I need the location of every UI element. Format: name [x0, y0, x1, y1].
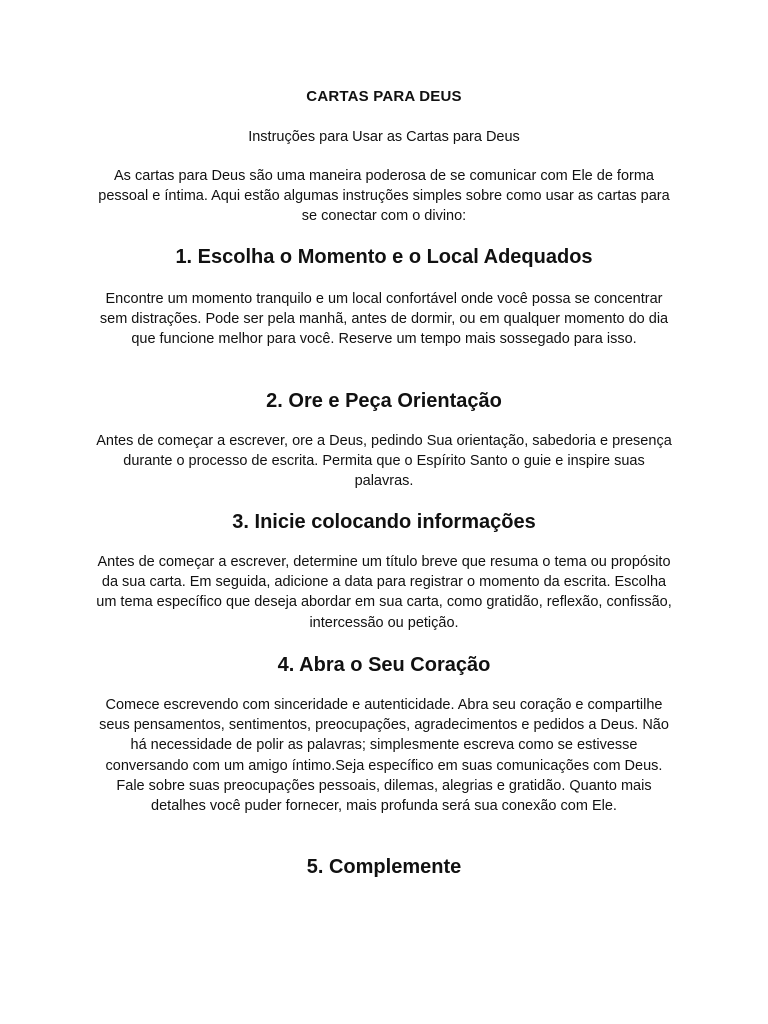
- intro-paragraph: As cartas para Deus são uma maneira poderosa de se comunicar com Ele de forma pessoal e íntima. Aqui estão algumas instruções simples sobre como usar as cartas para se conectar com o divino:: [98, 168, 670, 225]
- document-subtitle: Instruções para Usar as Cartas para Deus: [248, 129, 520, 145]
- section-heading-3: 3. Inicie colocando informações: [232, 511, 536, 533]
- section-body-1: Encontre um momento tranquilo e um local confortável onde você possa se concentrar sem distrações. Pode ser pela manhã, antes de dormir, ou em qualquer momento do dia que funcione melhor para você. Reserve um tempo mais sossegado para isso.: [99, 291, 669, 348]
- section-heading-4: 4. Abra o Seu Coração: [277, 654, 491, 676]
- section-body-4: Comece escrevendo com sinceridade e autenticidade. Abra seu coração e compartilhe seus pensamentos, sentimentos, preocupações, agradecimentos e pedidos a Deus. Não há necessidade de polir as palavras; simplesmente escreva como se estivesse conversando com um amigo íntimo.Seja específico em suas comunicações com Deus. Fale sobre suas preocupações pessoais, dilemas, alegrias e gratidão. Quanto mais detalhes você puder fornecer, mais profunda será sua conexão com Ele.: [99, 697, 669, 815]
- section-heading-2: 2. Ore e Peça Orientação: [266, 390, 502, 412]
- section-body-3: Antes de começar a escrever, determine um título breve que resuma o tema ou propósito da sua carta. Em seguida, adicione a data para registrar o momento da escrita. Escolha um tema específico que deseja abordar em sua carta, como gratidão, reflexão, confissão, intercessão ou petição.: [96, 554, 672, 631]
- document-title: CARTAS PARA DEUS: [306, 88, 462, 105]
- section-heading-1: 1. Escolha o Momento e o Local Adequados: [175, 246, 593, 268]
- section-body-2: Antes de começar a escrever, ore a Deus, pedindo Sua orientação, sabedoria e presença durante o processo de escrita. Permita que o Espírito Santo o guie e inspire suas palavras.: [96, 433, 672, 490]
- section-heading-5: 5. Complemente: [306, 856, 462, 878]
